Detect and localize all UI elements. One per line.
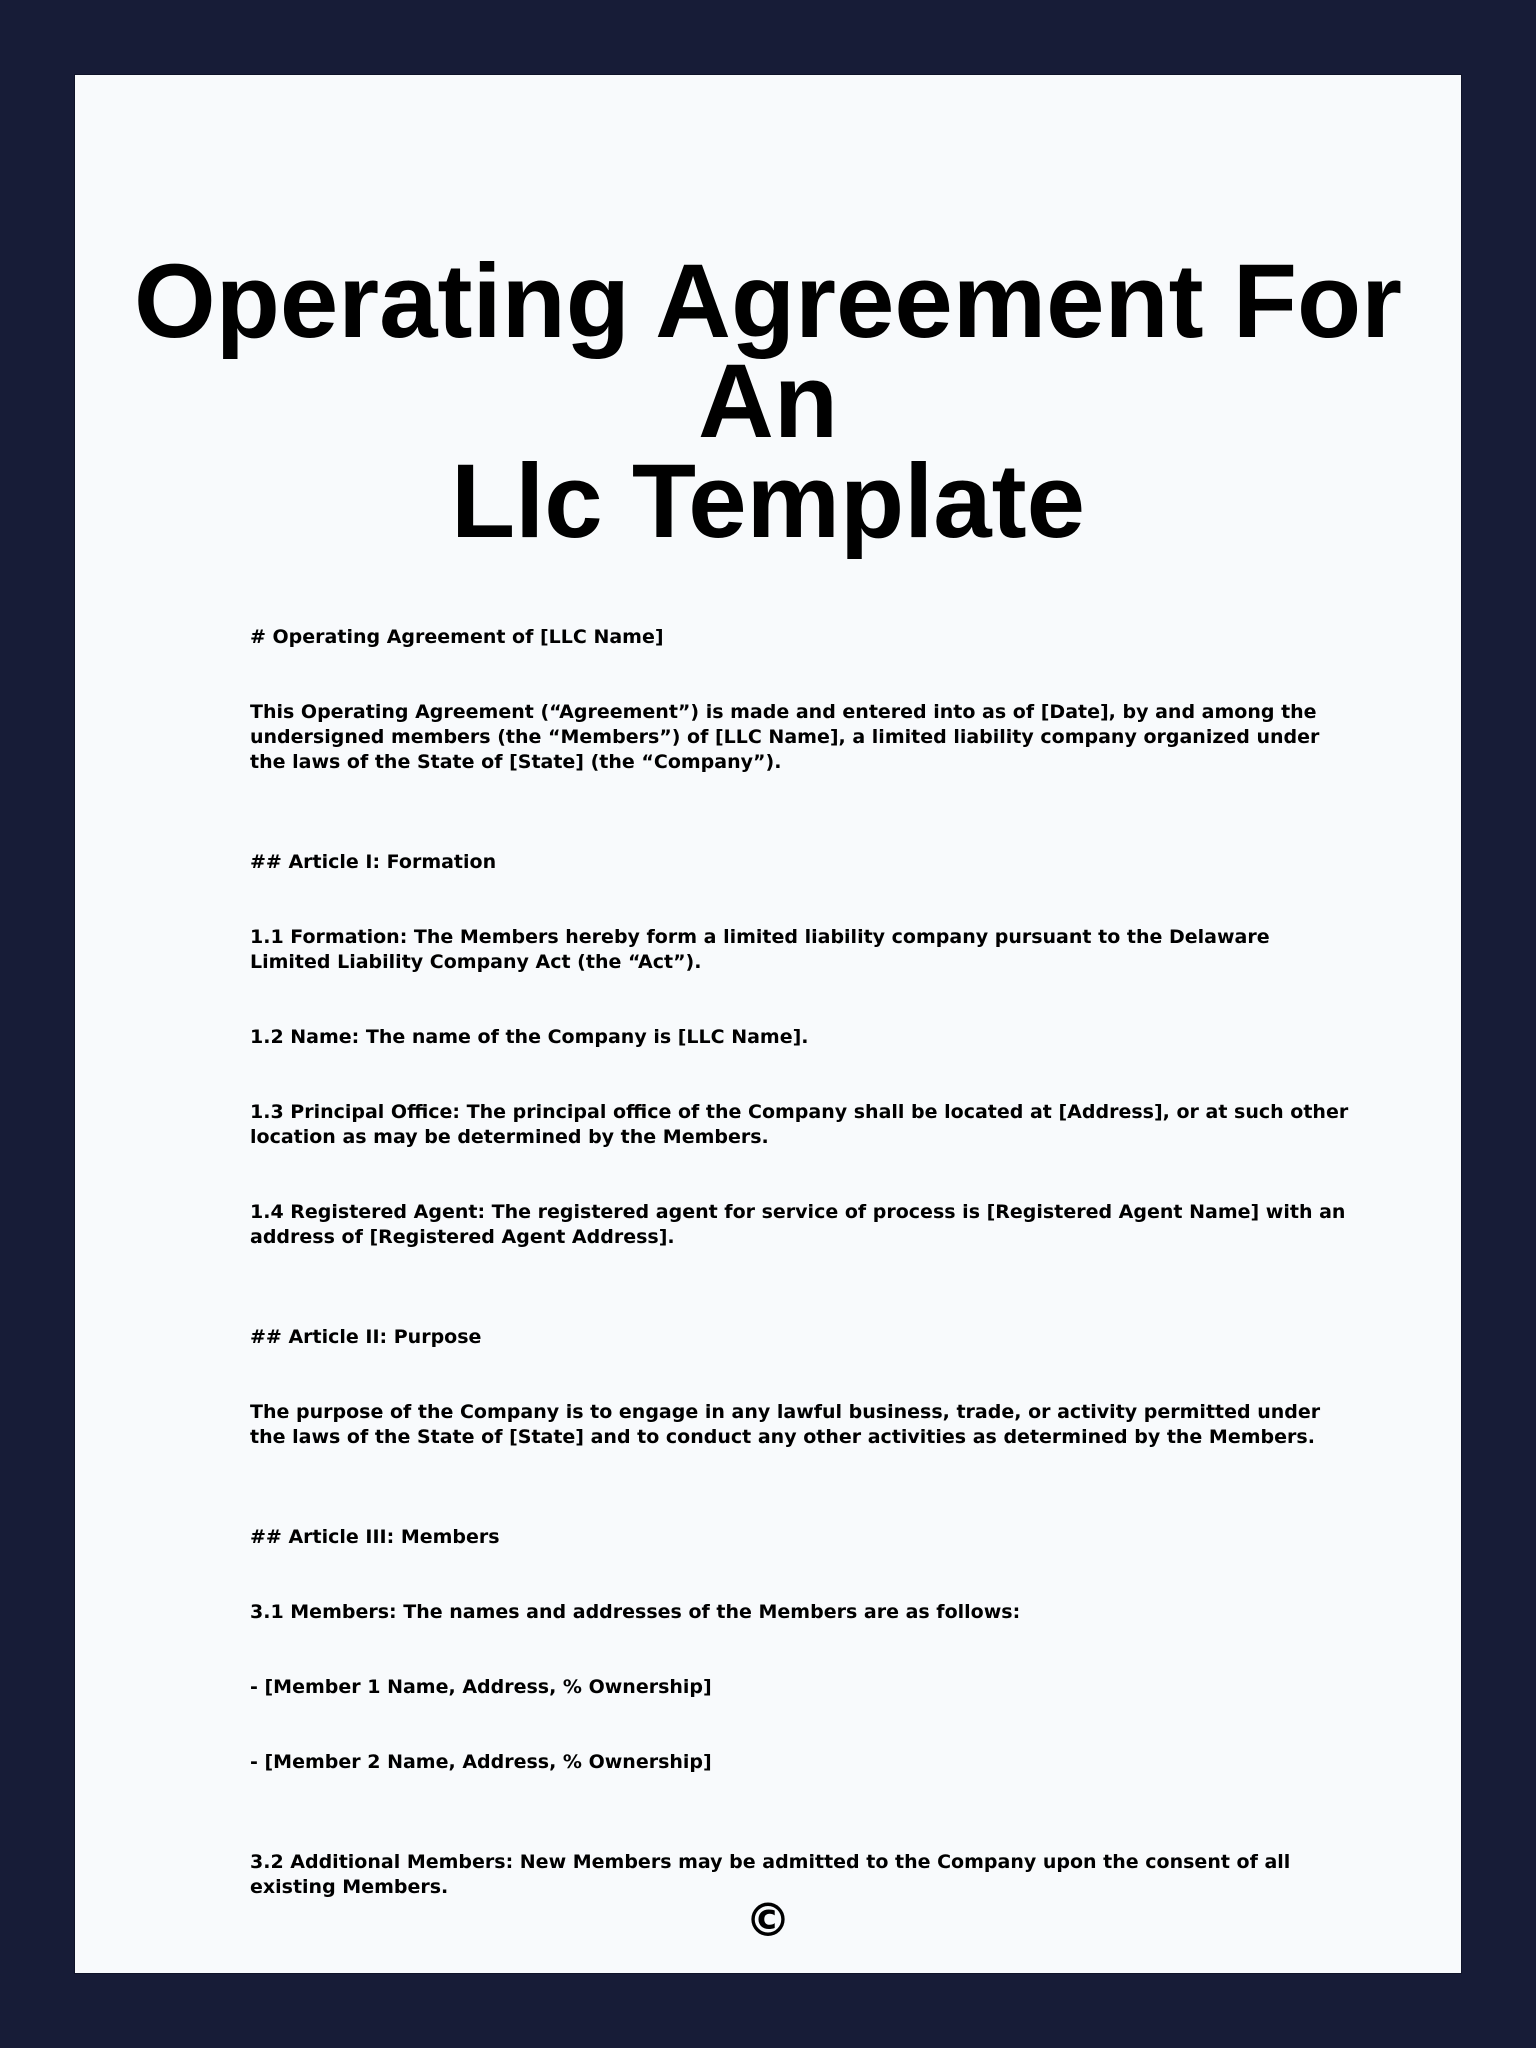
article-2-heading: ## Article II: Purpose xyxy=(250,1326,482,1348)
member-2-item: - [Member 2 Name, Address, % Ownership] xyxy=(250,1751,712,1773)
section-3-2: 3.2 Additional Members: New Members may be admitted to the Company upon the consent of all existing Members. xyxy=(250,1851,1291,1898)
article-3-heading: ## Article III: Members xyxy=(250,1526,500,1548)
copyright-icon: © xyxy=(745,1893,791,1947)
section-1-3: 1.3 Principal Office: The principal office of the Company shall be located at [Address], or at such other location as may be determined by the Members. xyxy=(250,1101,1349,1148)
section-1-1: 1.1 Formation: The Members hereby form a limited liability company pursuant to the Delaware Limited Liability Company Act (the “Act”). xyxy=(250,926,1270,973)
intro-paragraph: This Operating Agreement (“Agreement”) is made and entered into as of [Date], by and among the undersigned members (the “Members”) of [LLC Name], a limited liability company organized under the laws of the State of [State] (the “Company”). xyxy=(250,701,1320,773)
document-page xyxy=(75,75,1461,1973)
section-1-4: 1.4 Registered Agent: The registered agent for service of process is [Registered Agent Name] with an address of [Registered Agent Address]. xyxy=(250,1201,1346,1248)
purpose-paragraph: The purpose of the Company is to engage in any lawful business, trade, or activity permitted under the laws of the State of [State] and to conduct any other activities as determined by the Members. xyxy=(250,1401,1321,1448)
title-line-2: Llc Template xyxy=(450,443,1086,560)
section-3-1: 3.1 Members: The names and addresses of the Members are as follows: xyxy=(250,1601,1021,1623)
article-1-heading: ## Article I: Formation xyxy=(250,851,497,873)
section-1-2: 1.2 Name: The name of the Company is [LLC Name]. xyxy=(250,1026,809,1048)
document-body xyxy=(250,550,1350,1900)
agreement-heading: # Operating Agreement of [LLC Name] xyxy=(250,626,664,648)
member-1-item: - [Member 1 Name, Address, % Ownership] xyxy=(250,1676,712,1698)
title-line-1: Operating Agreement For An xyxy=(134,243,1402,460)
document-title xyxy=(75,243,1461,560)
